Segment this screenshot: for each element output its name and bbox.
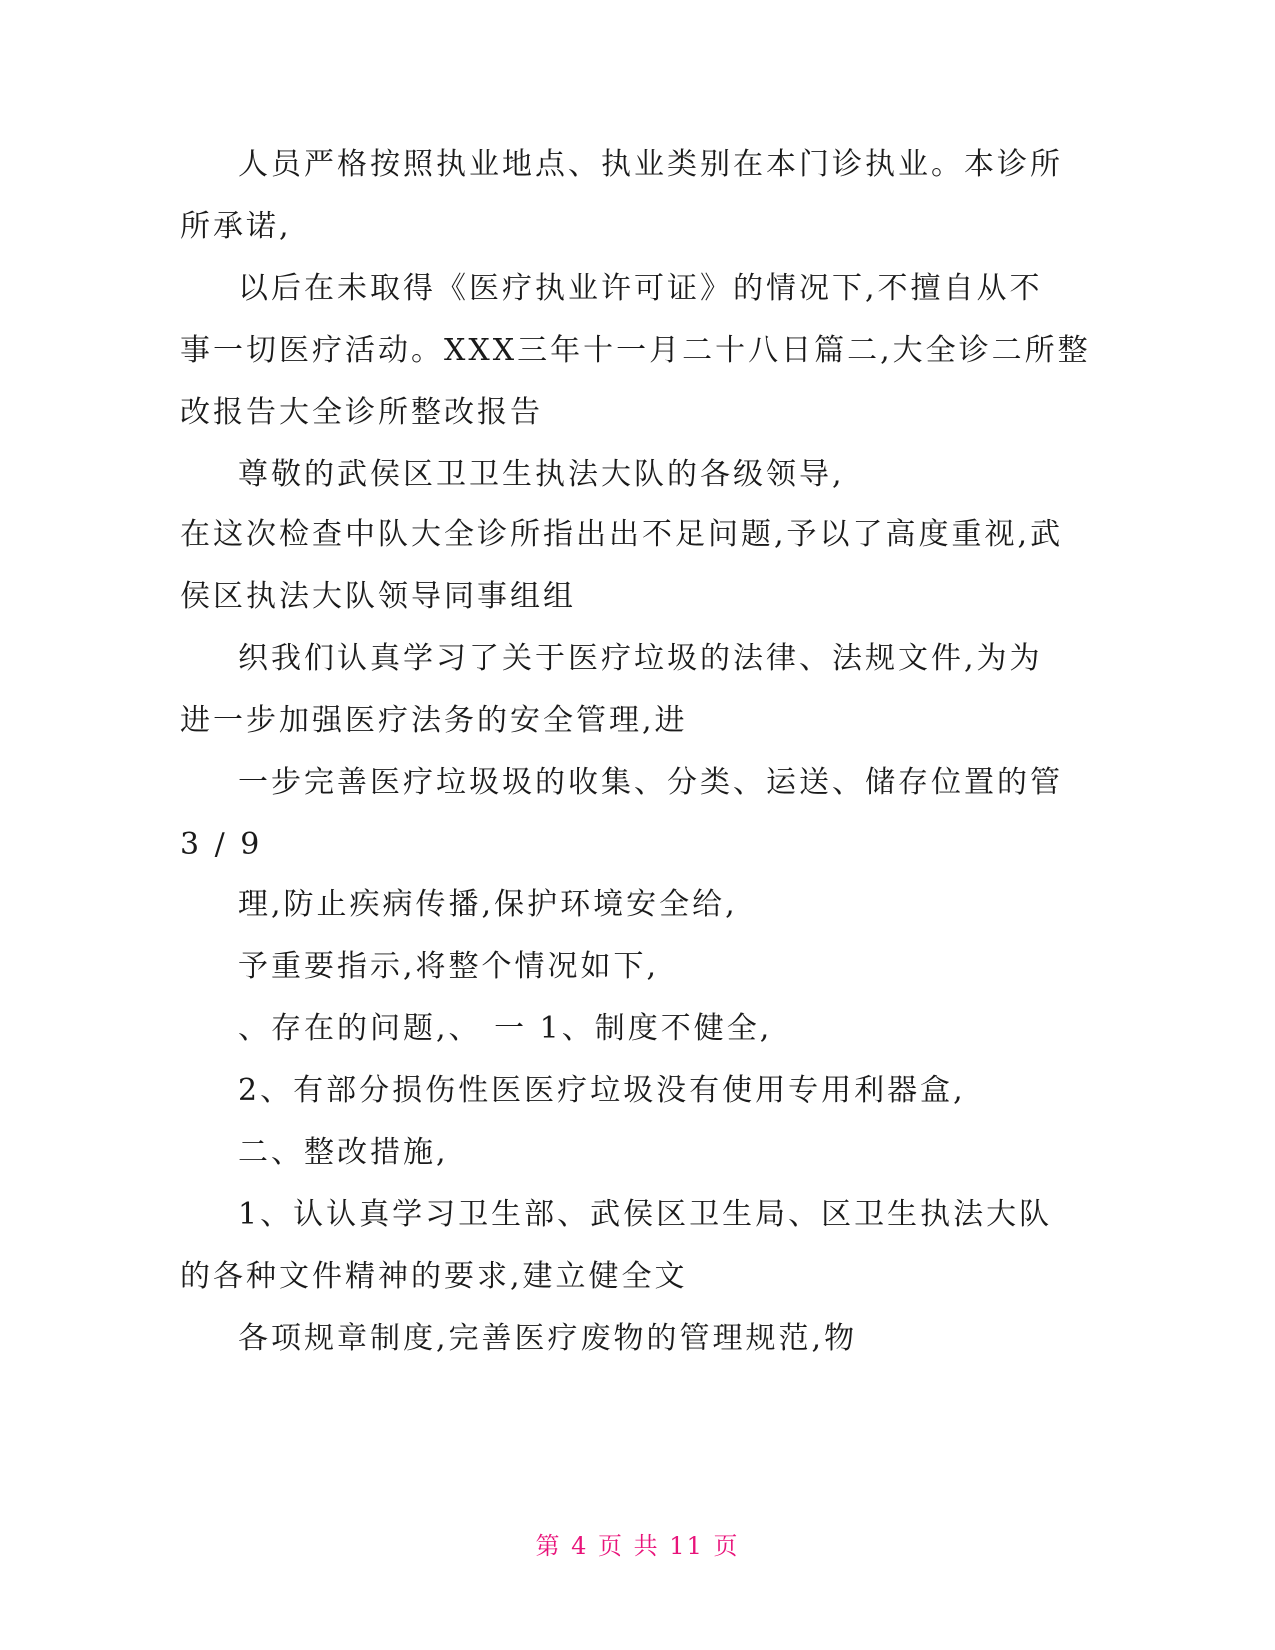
- text-line: 以后在未取得《医疗执业许可证》的情况下,不擅自从不: [238, 271, 1043, 306]
- page-number: 第 4 页 共 11 页: [535, 1532, 740, 1560]
- text-line: 2、有部分损伤性医医疗垃圾没有使用专用利器盒,: [238, 1073, 966, 1108]
- text-line: 在这次检查中队大全诊所指出出不足问题,予以了高度重视,武: [180, 517, 1064, 552]
- text-line: 改报告大全诊所整改报告: [180, 395, 543, 430]
- text-line: 所承诺,: [180, 209, 292, 244]
- text-line: 事一切医疗活动。XXX三年十一月二十八日篇二,大全诊二所整: [180, 333, 1091, 368]
- text-line: 的各种文件精神的要求,建立健全文: [180, 1259, 688, 1294]
- text-line: 1、认认真学习卫生部、武侯区卫生局、区卫生执法大队: [238, 1197, 1053, 1232]
- text-line: 二、整改措施,: [238, 1135, 449, 1170]
- text-line: 理,防止疾病传播,保护环境安全给,: [238, 887, 738, 922]
- page-marker: 3 / 9: [180, 827, 263, 862]
- text-line: 人员严格按照执业地点、执业类别在本门诊执业。本诊所: [238, 147, 1063, 182]
- text-line: 进一步加强医疗法务的安全管理,进: [180, 703, 688, 738]
- text-line: 织我们认真学习了关于医疗垃圾的法律、法规文件,为为: [238, 641, 1043, 676]
- text-line: 各项规章制度,完善医疗废物的管理规范,物: [238, 1321, 858, 1356]
- text-line: 一步完善医疗垃圾圾的收集、分类、运送、储存位置的管: [238, 765, 1063, 800]
- text-line: 尊敬的武侯区卫卫生执法大队的各级领导,: [238, 457, 845, 492]
- text-line: 、存在的问题,、 一 1、制度不健全,: [238, 1011, 773, 1046]
- text-line: 侯区执法大队领导同事组组: [180, 579, 576, 614]
- text-line: 予重要指示,将整个情况如下,: [238, 949, 660, 984]
- page-footer: [0, 1530, 1275, 1562]
